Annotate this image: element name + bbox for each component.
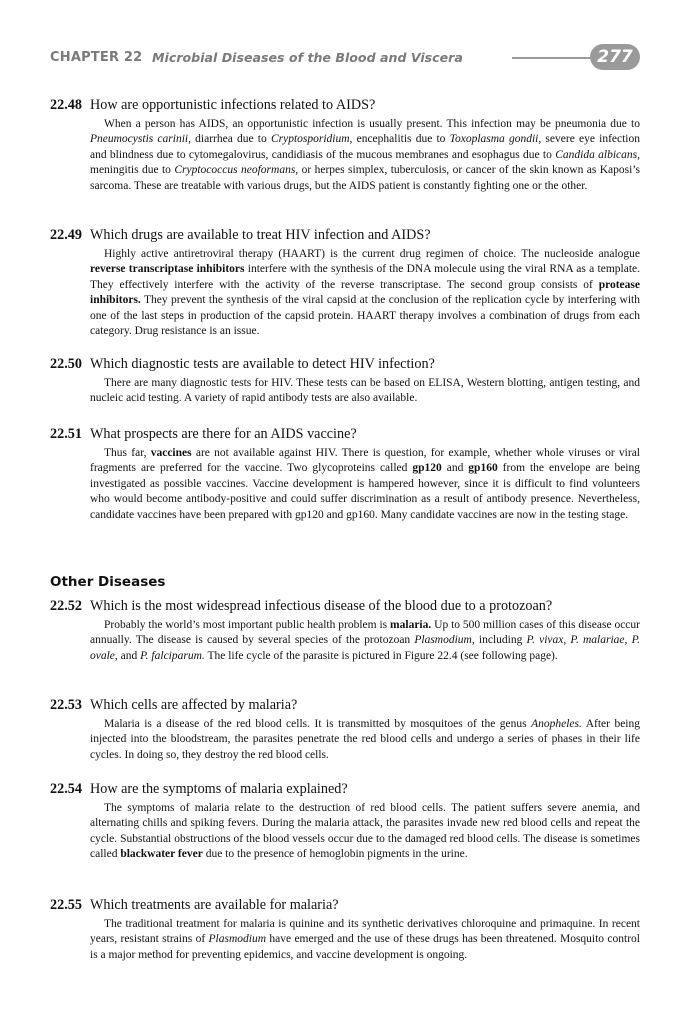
question-block [50,696,640,763]
answer-text: Up to 500 million cases of this disease occur annually. The disease is caused by several species of the protozoan [90,619,640,647]
question-block [50,355,640,407]
question-text: Which drugs are available to treat HIV infection and AIDS? [90,227,431,243]
bold-term: gp160 [468,462,498,475]
answer-text: including [474,634,527,647]
italic-term: Cryptococcus neoformans, [174,164,299,177]
answer-text: Highly active antiretroviral therapy (HAART) is the current drug regimen of choice. The nucleoside analogue [104,248,640,260]
question-block [50,425,640,523]
answer-paragraph [90,376,640,407]
answer-paragraph [90,247,640,339]
answer-paragraph [90,717,640,763]
italic-term: P. falciparum. [140,649,205,662]
question-text: Which is the most widespread infectious disease of the blood due to a protozoan? [90,598,553,614]
question-text: Which treatments are available for malaria? [90,897,339,913]
answer-paragraph [90,117,640,194]
question-number: 22.50 [50,356,82,372]
answer-text: meningitis due to [90,164,175,177]
question-block [50,780,640,863]
question-block [50,96,640,194]
bold-term: gp120 [412,462,442,475]
question-number: 22.54 [50,781,82,797]
answer-text: The symptoms of malaria relate to the destruction of red blood cells. The patient suffers severe anemia, and alternating chills and spiking fevers. During the malaria attack, the parasites invade new red blood cells and repeat the cycle. Substantial obstructions of the blood vessels occur due to the damaged red blood cells. The disease is sometimes called [90,802,640,861]
italic-term: Candida albicans, [555,148,640,161]
answer-text: They prevent the synthesis of the viral capsid at the conclusion of the replication cycle by interfering with one of the last steps in production of the capsid protein. HAART therapy involves a combination of drugs from each category. Drug resistance is an issue. [90,294,640,338]
question-text: Which cells are affected by malaria? [90,697,298,713]
question-line [50,896,640,914]
answer-text: interfere with the synthesis of the DNA molecule using the viral RNA as a template. They effectively interfere with the activity of the reverse transcriptase. The second group consists of [90,263,640,291]
question-line [50,696,640,714]
answer-text: Probably the world’s most important public health problem is [104,619,391,631]
section-heading: Other Diseases [50,574,166,590]
running-header [50,44,640,72]
question-block [50,597,640,664]
page-number-badge: 277 [590,44,640,70]
bold-term: reverse transcriptase inhibitors [90,263,245,276]
answer-text: diarrhea due to [190,133,271,146]
question-number: 22.51 [50,426,82,442]
answer-text: and [117,649,141,662]
answer-text: encephalitis due to [352,133,450,146]
answer-text: have emerged and the use of these drugs has been threatened. Mosquito control is a major method for preventing epidemics, and vaccine development is ongoing. [90,933,640,961]
bold-term: protease inhibitors. [90,278,640,307]
answer-text: severe eye infection and blindness due to cytomegalovirus, candidiasis of the mucous membranes and esophagus due to [90,133,641,161]
answer-text: or herpes simplex, tuberculosis, or cancer of the skin known as Kaposi’s sarcoma. These are treatable with various drugs, but the AIDS patient is constantly fighting one or the other. [90,164,640,192]
question-line [50,226,640,244]
question-text: How are the symptoms of malaria explained? [90,781,348,797]
italic-term: Pneumocystis carinii, [90,133,191,146]
italic-term: Cryptosporidium, [270,133,353,146]
question-text: What prospects are there for an AIDS vaccine? [90,426,357,442]
answer-text: Thus far, [104,447,151,459]
answer-text: The traditional treatment for malaria is quinine and its synthetic derivatives chloroquine and primaquine. In recent years, resistant strains of [90,918,640,946]
question-block [50,226,640,339]
chapter-label: CHAPTER 22 [50,50,143,65]
question-number: 22.55 [50,897,82,913]
italic-term: Plasmodium [208,933,267,946]
question-line [50,597,640,615]
answer-text: After being injected into the bloodstream, the parasites penetrate the red blood cells and undergo a series of phases in their life cycles. In doing so, they destroy the red blood cells. [90,718,640,761]
italic-term: P. vivax, P. malariae, P. ovale, [90,634,640,662]
question-line [50,355,640,373]
answer-text: Malaria is a disease of the red blood cells. It is transmitted by mosquitoes of the genus [104,718,532,730]
answer-text: When a person has AIDS, an opportunistic infection is usually present. This infection may be pneumonia due to [104,118,640,130]
question-text: Which diagnostic tests are available to detect HIV infection? [90,356,435,372]
question-number: 22.53 [50,697,82,713]
answer-paragraph [90,917,640,963]
question-line [50,780,640,798]
italic-term: Anopheles. [531,718,582,730]
answer-text: There are many diagnostic tests for HIV. These tests can be based on ELISA, Western blotting, antigen testing, and nucleic acid testing. A variety of rapid antibody tests are also available. [90,377,640,405]
bold-term: vaccines [150,447,192,459]
question-block [50,896,640,963]
italic-term: Toxoplasma gondii, [449,133,542,146]
question-line [50,96,640,114]
bold-term: blackwater fever [120,848,203,861]
question-line [50,425,640,443]
answer-paragraph [90,801,640,863]
answer-text: are not available against HIV. There is question, for example, whether whole viruses or viral fragments are preferred for the vaccine. Two glycoproteins called [90,447,640,475]
chapter-title: Microbial Diseases of the Blood and Viscera [152,50,463,65]
bold-term: malaria. [390,619,432,631]
answer-text: due to the presence of hemoglobin pigments in the urine. [202,848,468,861]
answer-paragraph [90,618,640,664]
answer-text: The life cycle of the parasite is pictured in Figure 22.4 (see following page). [204,649,558,662]
answer-paragraph [90,446,640,523]
question-text: How are opportunistic infections related to AIDS? [90,97,376,113]
italic-term: Plasmodium, [414,634,475,647]
question-number: 22.49 [50,227,82,243]
answer-text: from the envelope are being investigated as possible vaccines. Vaccine development is hampered however, since it is difficult to find volunteers who would become antibody-positive and could suffer discrimination as a result of antibody presence. Nevertheless, candidate vaccines have been prepared with gp120 and gp160. Many candidate vaccines are now in the testing stage. [90,462,641,521]
answer-text: and [441,462,469,475]
question-number: 22.48 [50,97,82,113]
question-number: 22.52 [50,598,82,614]
